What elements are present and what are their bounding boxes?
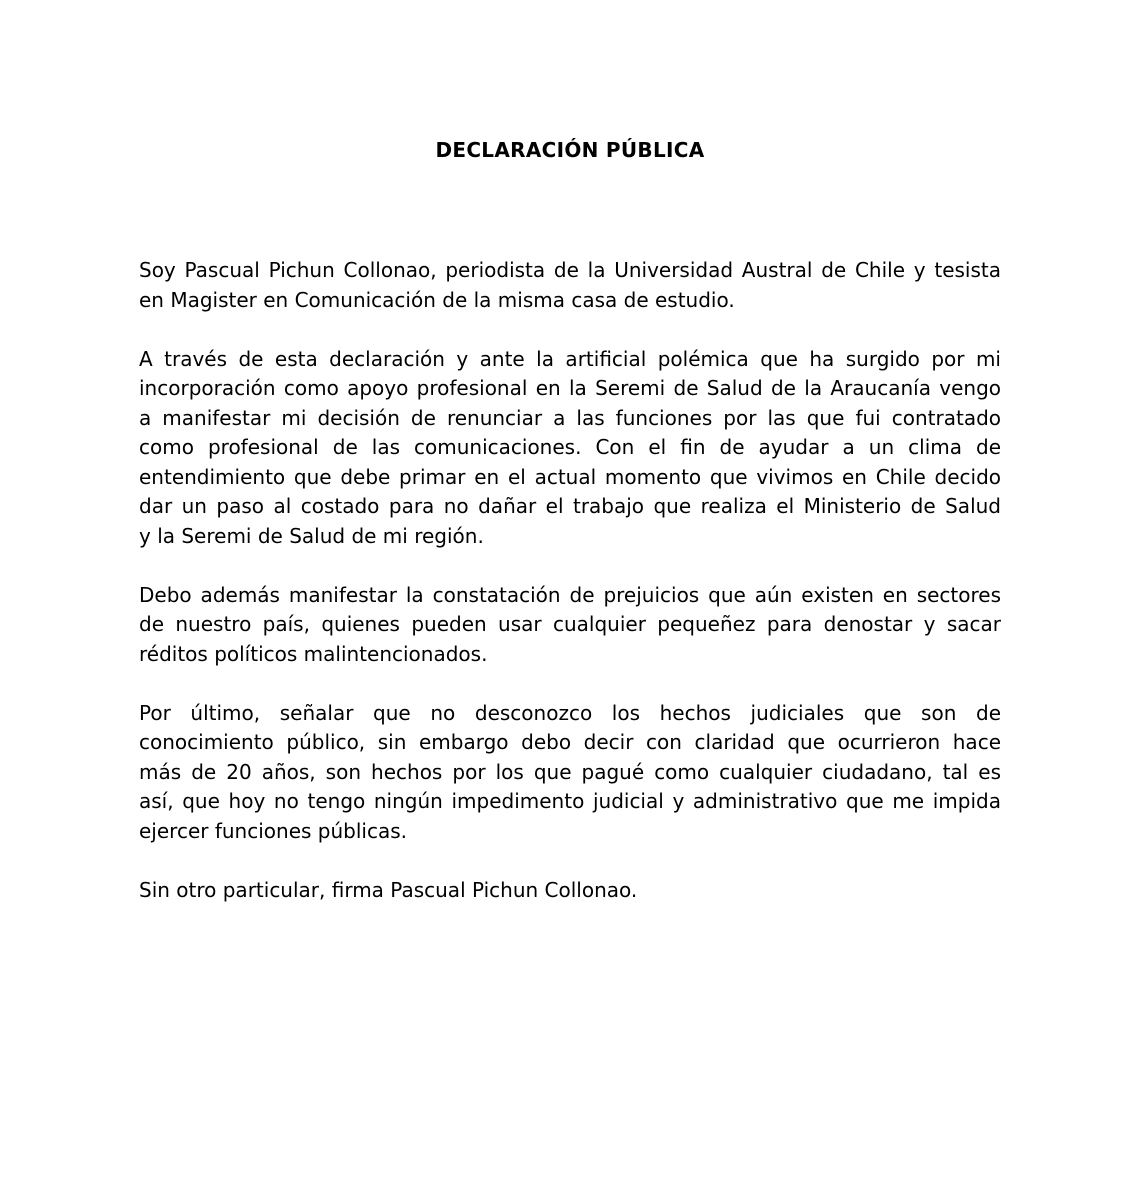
signature-line: Sin otro particular, firma Pascual Pichun Collonao. [139, 877, 638, 902]
text-line: Soy Pascual Pichun Collonao, periodista de la Universidad Austral de Chile y tesista [139, 258, 1001, 282]
paragraph-judicial [139, 699, 1001, 847]
text-line: A través de esta declaración y ante la artificial polémica que ha surgido por mi [139, 346, 1001, 371]
paragraph-introduction [139, 256, 1001, 315]
paragraph-prejudice [139, 581, 1001, 670]
text-line: incorporación como apoyo profesional en la Seremi de Salud de la Araucanía vengo [139, 376, 1001, 400]
text-line: de nuestro país, quienes pueden usar cualquier pequeñez para denostar y sacar [139, 612, 1001, 636]
document-title: DECLARACIÓN PÚBLICA [435, 138, 705, 162]
text-line: así, que hoy no tengo ningún impedimento judicial y administrativo que me impida [139, 789, 1001, 813]
paragraph-resignation [139, 345, 1001, 552]
paragraph-signature [139, 876, 1001, 906]
text-line: a manifestar mi decisión de renunciar a las funciones por las que fui contratado [139, 405, 1001, 430]
text-line: entendimiento que debe primar en el actual momento que vivimos en Chile decido [139, 464, 1001, 489]
text-line: Debo además manifestar la constatación de prejuicios que aún existen en sectores [139, 582, 1001, 607]
text-line: réditos políticos malintencionados. [139, 641, 488, 666]
text-line: conocimiento público, sin embargo debo decir con claridad que ocurrieron hace [139, 730, 1001, 754]
text-line: ejercer funciones públicas. [139, 818, 407, 843]
text-line: Por último, señalar que no desconozco los hechos judiciales que son de [139, 700, 1001, 725]
text-line: en Magister en Comunicación de la misma casa de estudio. [139, 287, 735, 312]
document-body [139, 256, 1001, 935]
text-line: más de 20 años, son hechos por los que pagué como cualquier ciudadano, tal es [139, 759, 1001, 784]
text-line: como profesional de las comunicaciones. Con el fin de ayudar a un clima de [139, 435, 1001, 459]
text-line: dar un paso al costado para no dañar el trabajo que realiza el Ministerio de Salud [139, 494, 1001, 518]
text-line: y la Seremi de Salud de mi región. [139, 523, 484, 548]
